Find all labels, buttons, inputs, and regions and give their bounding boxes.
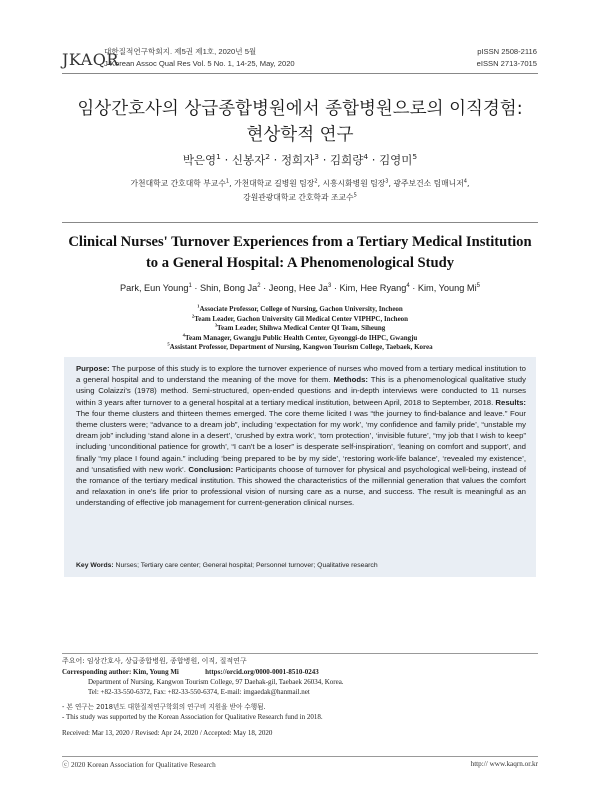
purpose-label: Purpose: xyxy=(76,364,110,373)
funding-note-kr: - 본 연구는 2018년도 대한질적연구학회의 연구비 지원을 받아 수행됨. xyxy=(62,703,266,711)
author-en: Shin, Bong Ja xyxy=(200,283,258,293)
korean-title-line2: 현상학적 연구 xyxy=(246,125,354,145)
author-kr: 박은영 xyxy=(182,153,217,167)
journal-citation-en: J Korean Assoc Qual Res Vol. 5 No. 1, 14-25, May, 2020 xyxy=(104,59,295,68)
funding-note-en: - This study was supported by the Korean Association for Qualitative Research fund in 2018. xyxy=(62,713,323,721)
purpose-text: The purpose of this study is to explore the turnover experience of nurses who moved from a tertiary medical institution to a general hospital and to understand the meaning of the move for them. xyxy=(76,364,526,385)
pissn: pISSN 2508-2116 xyxy=(477,47,537,56)
affiliation: $^4$Team Manager, Gwangju Public Health Center, Gyeonggi-do IHPC, Gwangju xyxy=(182,332,418,342)
corr-label: Corresponding author: xyxy=(62,668,132,676)
keywords xyxy=(76,562,526,569)
bottom-divider xyxy=(62,756,538,757)
korean-authors: 박은영$^1$ · 신봉자$^2$ · 정희자$^3$ · 김희량$^4$ · 김영미$^5$ xyxy=(182,152,418,167)
abstract-text xyxy=(76,363,526,509)
methods-text: This is a phenomenological qualitative study using Colaizzi's (1978) method. Semi-structured, open-ended questions and in-depth interviews were conducted to 11 nurses within 3 years after turnover to a general hospital at a tertiary medical institution, between April, 2018 to September, 2018. xyxy=(76,375,526,407)
received-dates: Received: Mar 13, 2020 / Revised: Apr 24, 2020 / Accepted: May 18, 2020 xyxy=(62,729,273,737)
author-en: Jeong, Hee Ja xyxy=(268,283,328,293)
journal-info xyxy=(104,46,295,70)
keywords-text: Nurses; Tertiary care center; General hospital; Personnel turnover; Qualitative research xyxy=(113,562,378,569)
journal-citation-kr: 대한질적연구학회지. 제5권 제1호, 2020년 5월 xyxy=(104,47,257,56)
eissn: eISSN 2713-7015 xyxy=(476,59,537,68)
korean-affil-line1: 가천대학교 간호대학 부교수$^1$, 가천대학교 길병원 팀장$^2$, 시흥시화병원 팀장$^3$, 광주보건소 팀매니저$^4$, xyxy=(130,178,470,188)
conclusion-label: Conclusion: xyxy=(188,464,234,474)
affiliation: $^2$Team Leader, Gachon University Gil Medical Center VIPHPC, Incheon xyxy=(191,313,409,323)
english-authors: Park, Eun Young$^1$ · Shin, Bong $Ja^2$ · Jeong, Hee $Ja^3$ · Kim, Hee Ryang$^4$ · Kim, Young Mi$^5$ xyxy=(120,282,480,293)
author-en: Kim, Hee Ryang xyxy=(339,283,407,293)
english-affiliations xyxy=(40,305,560,353)
copyright: ⓒ 2020 Korean Association for Qualitative Research xyxy=(62,761,216,769)
korean-affil-line2: 강원관광대학교 간호학과 조교수$^5$ xyxy=(243,192,357,202)
affiliation: $^1$Associate Professor, College of Nursing, Gachon University, Incheon xyxy=(197,303,403,313)
author-kr: 정희자 xyxy=(280,153,315,167)
methods-label: Methods: xyxy=(333,375,368,385)
journal-url[interactable]: http:// www.kaqrn.or.kr xyxy=(470,760,538,768)
korean-keywords-text: 임상간호사, 상급종합병원, 종합병원, 이직, 질적연구 xyxy=(84,657,247,665)
journal-logo: JKAQR xyxy=(62,50,119,69)
issn-block xyxy=(477,46,537,70)
korean-title-line1: 임상간호사의 상급종합병원에서 종합병원으로의 이직경험: xyxy=(77,99,523,119)
corresponding-author xyxy=(62,667,542,697)
english-title-line2: to a General Hospital: A Phenomenological Study xyxy=(145,255,455,271)
korean-keywords-label: 주요어: xyxy=(62,657,85,665)
english-title-line1: Clinical Nurses' Turnover Experiences from a Tertiary Medical Institution xyxy=(68,234,532,250)
results-label: Results: xyxy=(495,397,526,407)
author-en: Kim, Young Mi xyxy=(417,283,477,293)
corr-address: Department of Nursing, Kangwon Tourism College, 97 Daehak-gil, Taebaek 26034, Korea. xyxy=(88,678,344,686)
corr-contact: Tel: +82-33-550-6372, Fax: +82-33-550-6374, E-mail: imgaedak@hanmail.net xyxy=(88,688,310,696)
author-kr: 신봉자 xyxy=(231,153,266,167)
keywords-label: Key Words: xyxy=(76,562,114,569)
orcid-link[interactable]: https://orcid.org/0000-0001-8510-0243 xyxy=(205,668,319,676)
affiliation: $^3$Team Leader, Shihwa Medical Center QI Team, Siheung xyxy=(214,322,386,333)
header-divider xyxy=(62,73,538,74)
author-kr: 김영미 xyxy=(379,153,413,167)
author-kr: 김희량 xyxy=(330,153,364,167)
korean-title xyxy=(40,96,560,148)
author-en: Park, Eun Young xyxy=(120,283,189,293)
results-text: The four theme clusters and thirteen themes emerged. The core theme licited I was “the journey to find-balance and leave.” Four theme clusters were; “advance to a dream job”, including ‘expectation for my work’, ‘my confidence and family pride’, “unstable my dream job” including ‘stand alone in a desert’, ‘crushed by extra work’, ‘torn protection’, ‘invisible future’, “my job that I wish to keep” including ‘unconditional patience for growth’, “I can't be a loser” is desperate self-inspiration’, ‘leaning on comfort and support’, and finally “my place I found again.” including ‘being prepared to be by my side’, ‘restoring work-life balance’, ‘revealed my existence’, and ‘unsatisfied with new work’. xyxy=(76,408,526,474)
affiliation: $^5$Assistant Professor, Department of Nursing, Kangwon Tourism College, Taebaek, Korea xyxy=(167,342,433,352)
korean-keywords xyxy=(62,656,247,666)
corr-name: Kim, Young Mi xyxy=(131,668,179,676)
section-divider xyxy=(62,222,538,223)
conclusion-text: Participants choose of turnover for physical and psychological well-being, instead of the romance of the tertiary medical institution. This showed the characteristics of the millennial generation that values the comfort and relaxation in one's life prior to professional vision of nursing care as a nurse, and success. The result is meaningful as an understanding of effective job management for current-generation clinical nurses. xyxy=(76,464,526,508)
english-title xyxy=(50,232,550,274)
funding-note xyxy=(62,702,542,722)
korean-affiliations xyxy=(40,177,560,205)
footer-divider xyxy=(62,653,538,654)
